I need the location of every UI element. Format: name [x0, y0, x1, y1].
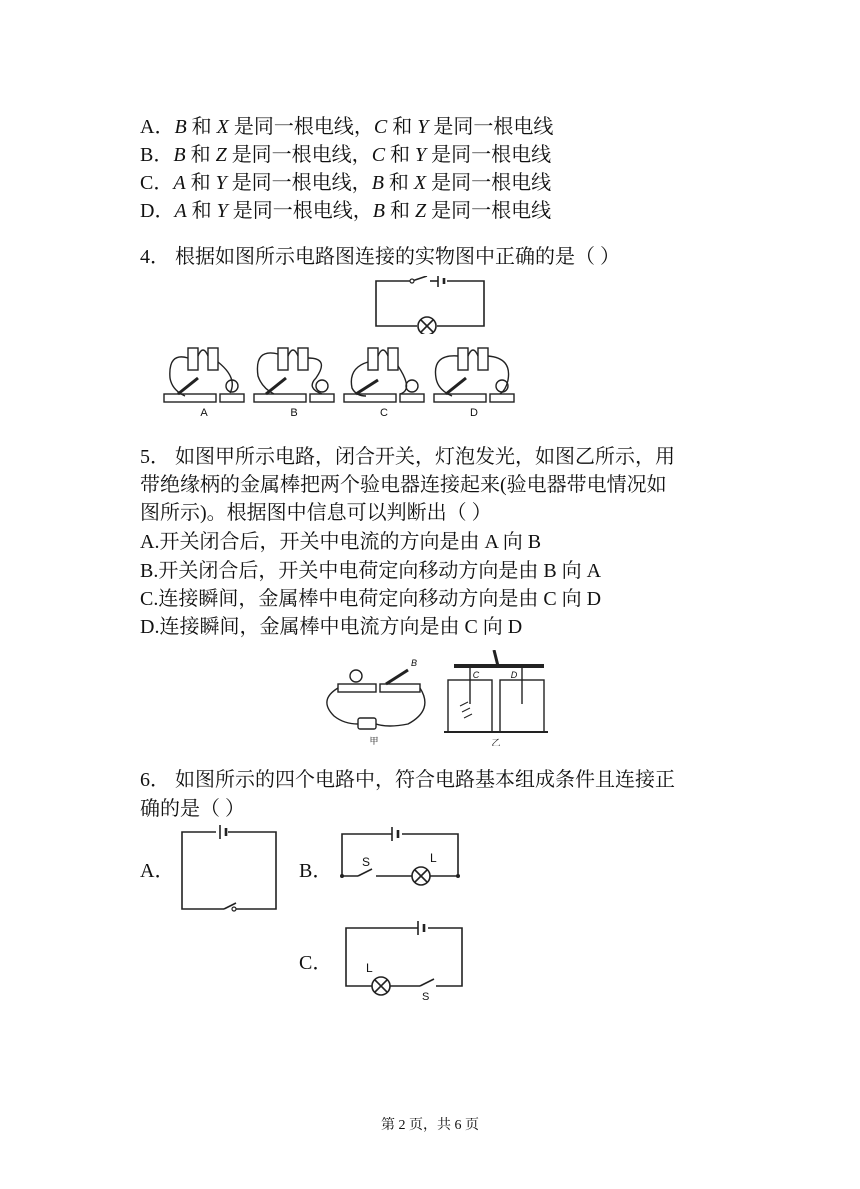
q5-option-c: C.连接瞬间，金属棒中电荷定向移动方向是由 C 向 D [140, 588, 602, 610]
q5-option-d: D.连接瞬间，金属棒中电流方向是由 C 向 D [140, 616, 523, 638]
q6-b-lamp-label: L [430, 851, 437, 865]
q6-stem-line1: 6． 如图所示的四个电路中，符合电路基本组成条件且连接正 [140, 769, 675, 791]
q6-c-switch-label: S [422, 991, 430, 1002]
q5-label-d: D [510, 670, 518, 680]
q4-label-d: D [470, 407, 478, 419]
q5-option-a: A.开关闭合后，开关中电流的方向是由 A 向 B [140, 531, 542, 553]
q4-panel-a [164, 348, 244, 402]
q4-panel-c [344, 348, 424, 402]
q5-stem-line1: 5． 如图甲所示电路，闭合开关，灯泡发光，如图乙所示，用 [140, 446, 675, 468]
q6-circuit-b [338, 826, 462, 888]
q5-label-jia: 甲 [369, 736, 379, 746]
q4-panel-d [434, 348, 514, 402]
q4-circuit-diagram [372, 276, 492, 334]
q4-physical-circuits [160, 338, 520, 422]
q3-option-c: C．A 和 Y 是同一根电线，B 和 X 是同一根电线 [140, 172, 552, 194]
q6-c-lamp-label: L [366, 961, 373, 975]
q5-stem-line2: 带绝缘柄的金属棒把两个验电器连接起来(验电器带电情况如 [140, 474, 667, 496]
q6-option-c-label: C． [299, 952, 333, 974]
q5-label-yi: 乙 [491, 738, 501, 746]
page-footer: 第 2 页，共 6 页 [381, 1118, 479, 1133]
q6-option-a-label: A． [140, 860, 175, 882]
q5-figure-jia [327, 670, 425, 729]
q5-label-c: C [472, 670, 480, 680]
q4-stem: 4． 根据如图所示电路图连接的实物图中正确的是（ ） [140, 246, 620, 268]
q5-figure-yi [444, 650, 548, 732]
q6-stem-line2: 确的是（ ） [140, 798, 245, 820]
q3-option-d: D．A 和 Y 是同一根电线，B 和 Z 是同一根电线 [140, 200, 552, 222]
q4-panel-b [254, 348, 334, 402]
q5-label-b: B [410, 658, 418, 668]
q6-circuit-c [340, 918, 466, 1002]
q4-label-b: B [290, 407, 298, 419]
q5-option-b: B.开关闭合后，开关中电荷定向移动方向是由 B 向 A [140, 560, 602, 582]
q6-option-b-label: B． [299, 860, 333, 882]
q5-figures [318, 650, 548, 746]
q3-option-b: B．B 和 Z 是同一根电线，C 和 Y 是同一根电线 [140, 144, 552, 166]
q4-label-c: C [380, 407, 388, 419]
q6-b-switch-label: S [362, 855, 371, 869]
q6-circuit-a [178, 823, 282, 915]
q5-stem-line3: 图所示)。根据图中信息可以判断出（ ） [140, 502, 492, 524]
q4-label-a: A [200, 407, 208, 419]
q3-option-a: A．B 和 X 是同一根电线，C 和 Y 是同一根电线 [140, 116, 554, 138]
